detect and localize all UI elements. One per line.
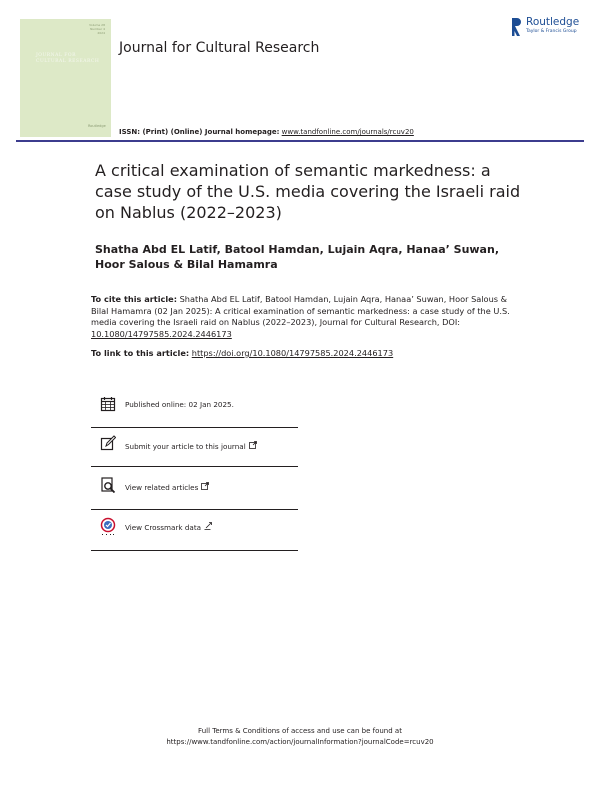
external-link-icon (204, 522, 212, 530)
article-link-line (91, 348, 393, 358)
article-title: A critical examination of semantic markedness: a case study of the U.S. media covering the Israeli raid on Nablus (2022–2023) (95, 161, 521, 222)
footer-terms-url[interactable]: https://www.tandfonline.com/action/journalInformation?journalCode=rcuv20 (166, 738, 434, 746)
cover-meta: Volume 28 Number 4 2024 (89, 23, 105, 35)
issn-line (119, 128, 414, 136)
published-online-text: Published online: 02 Jan 2025. (125, 400, 234, 409)
submit-article-label: Submit your article to this journal (125, 442, 246, 451)
header-divider (16, 140, 584, 142)
citation-label: To cite this article: (91, 294, 177, 304)
article-doi-url-link[interactable]: https://doi.org/10.1080/14797585.2024.2446173 (191, 348, 394, 358)
calendar-icon (100, 396, 116, 412)
publisher-logo (510, 16, 590, 42)
publisher-name: Routledge (526, 16, 580, 28)
journal-title: Journal for Cultural Research (119, 40, 320, 56)
view-crossmark-label: View Crossmark data (125, 523, 202, 532)
citation-doi-link[interactable]: 10.1080/14797585.2024.2446173 (91, 328, 232, 339)
divider-published (91, 392, 298, 428)
routledge-mark-icon (510, 17, 523, 37)
view-related-articles-link[interactable] (125, 482, 209, 492)
citation-block (91, 294, 511, 340)
submit-pencil-icon (100, 435, 116, 451)
footer (0, 726, 600, 748)
external-link-icon (201, 482, 209, 490)
submit-article-link[interactable] (125, 441, 257, 451)
citation-text: Shatha Abd EL Latif, Batool Hamdan, Lujain Aqra, Hanaa’ Suwan, Hoor Salous & Bilal Hamamra (02 Jan 2025): A critical examination of semantic markedness: a case study of the U.S. media covering the Israeli raid on Nablus (2022–2023), Journal for Cultural Research, DOI: (91, 294, 510, 328)
crossmark-icon (100, 517, 116, 537)
view-crossmark-link[interactable] (125, 522, 212, 532)
issn-label: ISSN: (Print) (Online) Journal homepage: (119, 128, 280, 136)
journal-homepage-link[interactable]: www.tandfonline.com/journals/rcuv20 (281, 128, 414, 136)
article-link-label: To link to this article: (91, 348, 190, 358)
external-link-icon (249, 441, 257, 449)
cover-brand: Routledge (88, 124, 106, 128)
publisher-subtitle: Taylor & Francis Group (526, 29, 577, 34)
related-articles-icon (100, 477, 116, 493)
journal-cover-thumbnail (20, 19, 111, 137)
footer-terms-text: Full Terms & Conditions of access and use can be found at (198, 727, 402, 735)
view-related-articles-label: View related articles (125, 483, 199, 492)
article-authors: Shatha Abd EL Latif, Batool Hamdan, Lujain Aqra, Hanaa’ Suwan, Hoor Salous & Bilal Hamamra (95, 243, 499, 271)
cover-title: JOURNAL FOR CULTURAL RESEARCH (36, 53, 100, 64)
